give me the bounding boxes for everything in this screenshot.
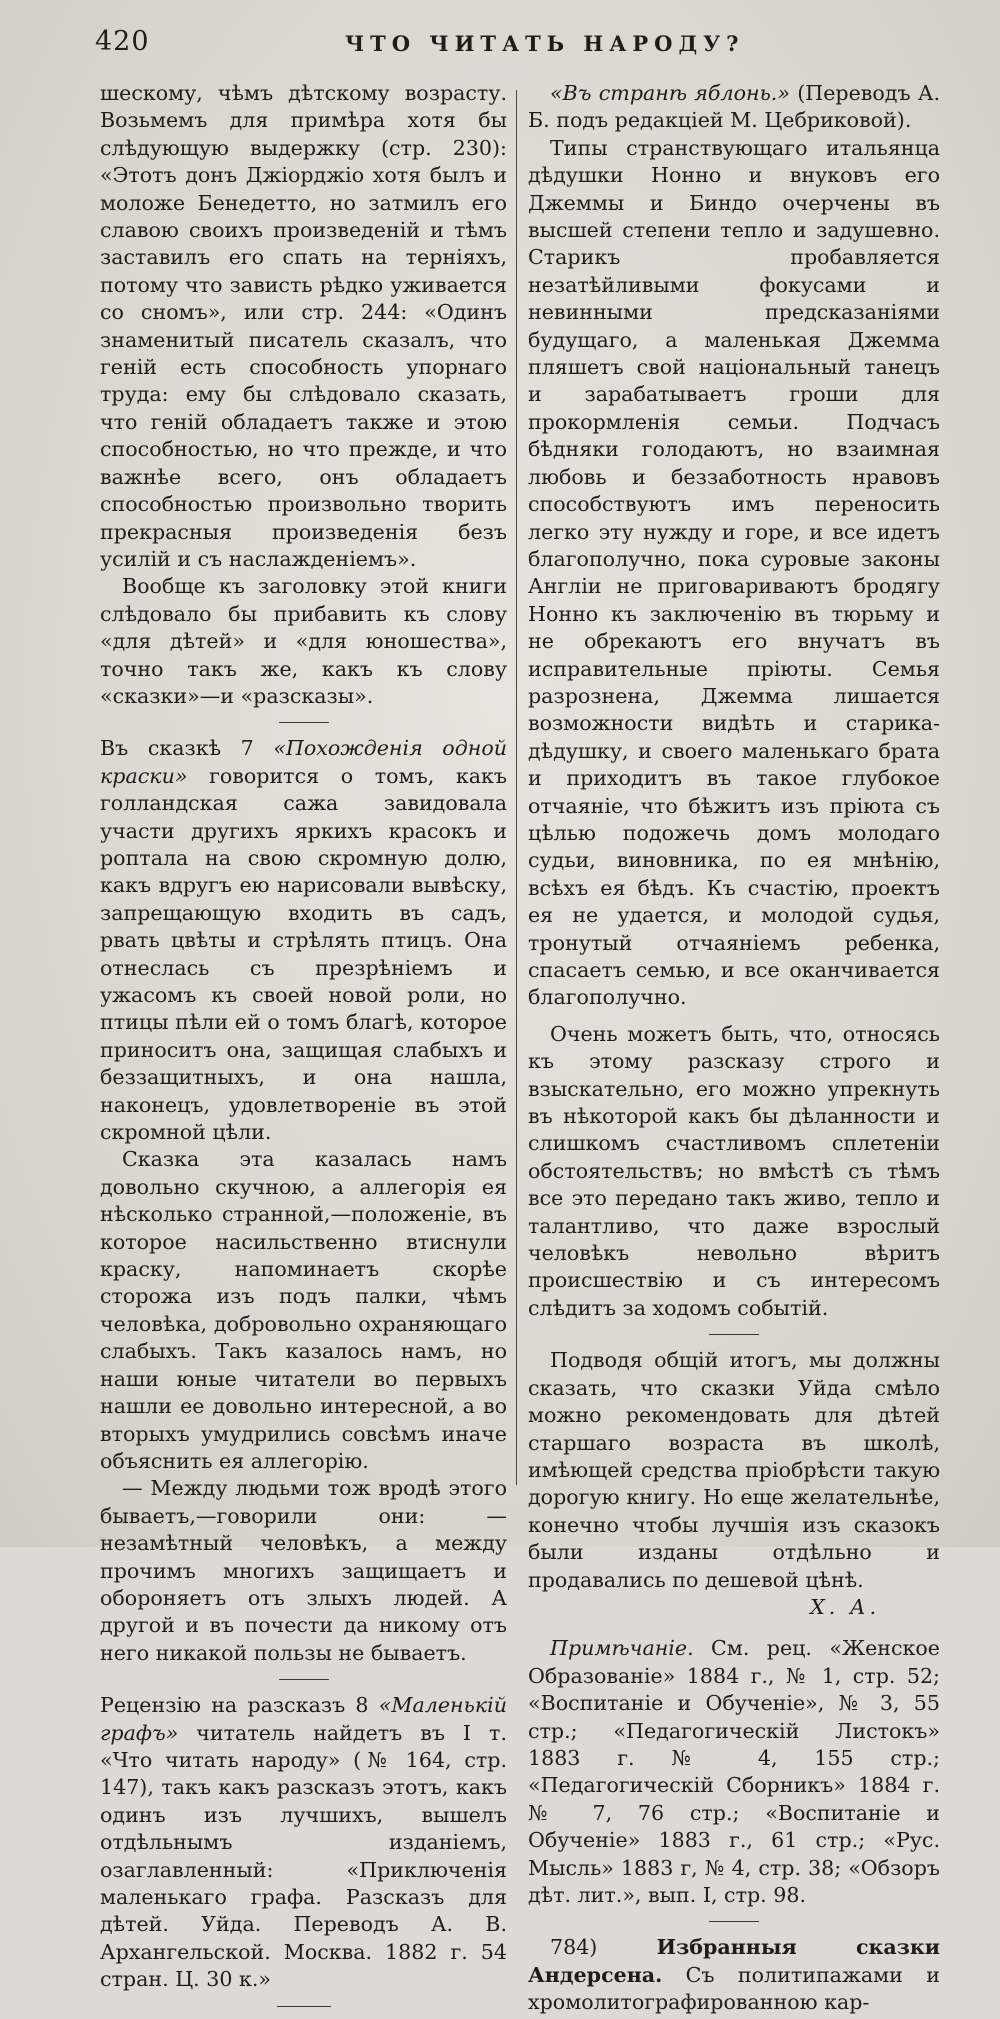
section-rule <box>279 1679 329 1680</box>
text-run: (Переводъ А. Б. подъ редакціей М. Цебриковой). <box>528 81 941 133</box>
text-run: Съ политипажами и хромолитографированною кар- <box>528 1962 940 2015</box>
story-title: «Въ странѣ яблонь.» <box>550 81 790 105</box>
paragraph <box>528 80 940 135</box>
bibliography-entry <box>528 1934 940 2016</box>
signature: Х. А. <box>810 1594 880 1619</box>
page-number: 420 <box>95 26 150 57</box>
paragraph <box>100 735 507 1146</box>
text-run: Въ сказкѣ 7 <box>100 736 274 761</box>
text-run: говорится о томъ, какъ голландская сажа завидовала участи другихъ яркихъ красокъ и роптала на свою скромную долю, какъ вдругъ ею нарисовали вывѣску, запрещающую входить въ садъ, рвать цвѣты и стрѣлять птицъ. Она отнеслась съ презрѣніемъ и ужасомъ къ своей новой роли, но птицы пѣли ей о томъ благѣ, которое приноситъ она, защищая слабыхъ и беззащитныхъ, и она нашла, наконецъ, удовлетвореніе въ этой скромной цѣли. <box>100 763 507 1145</box>
entry-number: 784) <box>550 1935 598 1960</box>
left-column <box>100 80 507 2019</box>
paragraph: Очень можетъ быть, что, относясь къ этому разсказу строго и взыскательно, его можно упрекнуть въ нѣкоторой какъ бы дѣланности и слишкомъ счастливомъ сплетеніи обстоятельствъ; но вмѣстѣ съ тѣмъ все это передано такъ живо, тепло и талантливо, что даже взрослый человѣкъ невольно вѣритъ происшествію и съ интересомъ слѣдитъ за ходомъ событій. <box>528 1021 940 1320</box>
text-run: См. рец. «Женское Образованіе» 1884 г., № 1, стр. 52; «Воспитаніе и Обученіе», № 3, 55 стр.; «Педагогическій Листокъ» 1883 г. № 4, 155 стр.; «Педагогическій Сборникъ» 1884 г. № 7, 76 стр.; «Воспитаніе и Обученіе» 1883 г., 61 стр.; «Рус. Мысль» 1883 г, № 4, стр. 38; «Обзоръ дѣт. лит.», вып. I, стр. 98. <box>528 1636 940 1907</box>
right-column <box>528 80 940 2017</box>
story-title: «Похожденія одной краски» <box>100 736 507 788</box>
section-rule <box>709 1334 759 1335</box>
text-run: читатель найдетъ въ I т. «Что читать народу» (№ 164, стр. 147), такъ какъ разсказъ этотъ, какъ одинъ изъ лучшихъ, вышелъ отдѣльнымъ изданіемъ, озаглавленный: «Приключенія маленькаго графа. Разсказъ для дѣтей. Уйда. Переводъ А. В. Архангельской. Москва. 1882 г. 54 стран. Ц. 30 к.» <box>100 1720 507 1992</box>
running-title: ЧТО ЧИТАТЬ НАРОДУ? <box>345 31 745 56</box>
paragraph: Типы странствующаго итальянца дѣдушки Нонно и внуковъ его Джеммы и Биндо очерчены въ высшей степени тепло и задушевно. Старикъ пробавляется незатѣйливыми фокусами и невинными предсказаніями будущаго, а маленькая Джемма пляшетъ свой національный танецъ и зарабатываетъ гроши для прокормленія семьи. Подчасъ бѣдняки голодаютъ, но взаимная любовь и беззаботность нравовъ способствуютъ имъ переносить легко эту нужду и горе, и все идетъ благополучно, пока суровые законы Англіи не приговариваютъ бродягу Нонно къ заключенію въ тюрьму и не обрекаютъ его внучатъ въ исправительные пріюты. Семья разрознена, Джемма лишается возможности видѣть и старика-дѣдушку, и своего маленькаго брата и приходитъ въ такое глубокое отчаяніе, что бѣжитъ изъ пріюта съ цѣлью подожечь домъ молодаго судьи, виновника, по ея мнѣнію, всѣхъ ея бѣдъ. Къ счастію, проектъ ея не удается, и молодой судья, тронутый отчаяніемъ ребенка, спасаетъ семью, и все оканчивается благополучно. <box>528 135 940 1010</box>
page-header <box>95 26 945 66</box>
paragraph <box>100 1692 507 1993</box>
paragraph: Сказка эта казалась намъ довольно скучною, а аллегорія ея нѣсколько странной,—положеніе, въ которое насильственно втиснули краску, напоминаетъ скорѣе сторожа изъ подъ палки, чѣмъ человѣка, добровольно охраняющаго слабыхъ. Такъ казалось намъ, но наши юные читатели во первыхъ нашли ее довольно интересной, а во вторыхъ умудрились совсѣмъ иначе объяснить ея аллегорію. <box>100 1147 507 1473</box>
paragraph: Вообще къ заголовку этой книги слѣдовало бы прибавить къ слову «для дѣтей» и «для юношества», точно такъ же, какъ къ слову «сказки»—и «разсказы». <box>100 574 507 708</box>
section-rule <box>709 1921 759 1922</box>
footnote-label: Примѣчаніе. <box>550 1636 694 1661</box>
paragraph: — Между людьми тож вродѣ этого бываетъ,—говорили они: — незамѣтный человѣкъ, а между прочимъ многихъ защищаетъ и обороняетъ отъ злыхъ людей. А другой и въ почести да никому отъ него никакой пользы не бываетъ. <box>100 1476 507 1665</box>
paragraph: Подводя общій итогъ, мы должны сказать, что сказки Уйда смѣло можно рекомендовать для дѣтей старшаго возраста въ школѣ, имѣющей средства пріобрѣсти такую дорогую книгу. Но еще желательнѣе, конечно чтобы лучшія изъ сказокъ были изданы отдѣльно и продавались по дешевой цѣнѣ. <box>528 1348 940 1592</box>
column-divider <box>516 90 517 1485</box>
section-rule <box>279 722 329 723</box>
section-rule <box>277 2006 331 2007</box>
footnote <box>528 1635 940 1909</box>
text-run: Рецензію на разсказъ 8 <box>100 1693 379 1718</box>
paragraph: шескому, чѣмъ дѣтскому возрасту. Возьмемъ для примѣра хотя бы слѣдующую выдержку (стр. 230): «Этотъ донъ Джіорджіо хотя былъ и моложе Бенедетто, но затмилъ его славою своихъ произведеній и тѣмъ заставилъ его спать на терніяхъ, потому что зависть рѣдко уживается со сномъ», или стр. 244: «Одинъ знаменитый писатель сказалъ, что геній есть способность упорнаго труда: ему бы слѣдовало сказать, что геній обладаетъ также и этою способностью, но что прежде, и что важнѣе всего, онъ обладаетъ способностью произвольно творить прекрасныя произведенія безъ усилій и съ наслажденіемъ». <box>100 81 507 571</box>
story-title: «Маленькій графъ» <box>100 1693 507 1745</box>
entry-title: Избранныя сказки Андерсена. <box>528 1935 940 1987</box>
